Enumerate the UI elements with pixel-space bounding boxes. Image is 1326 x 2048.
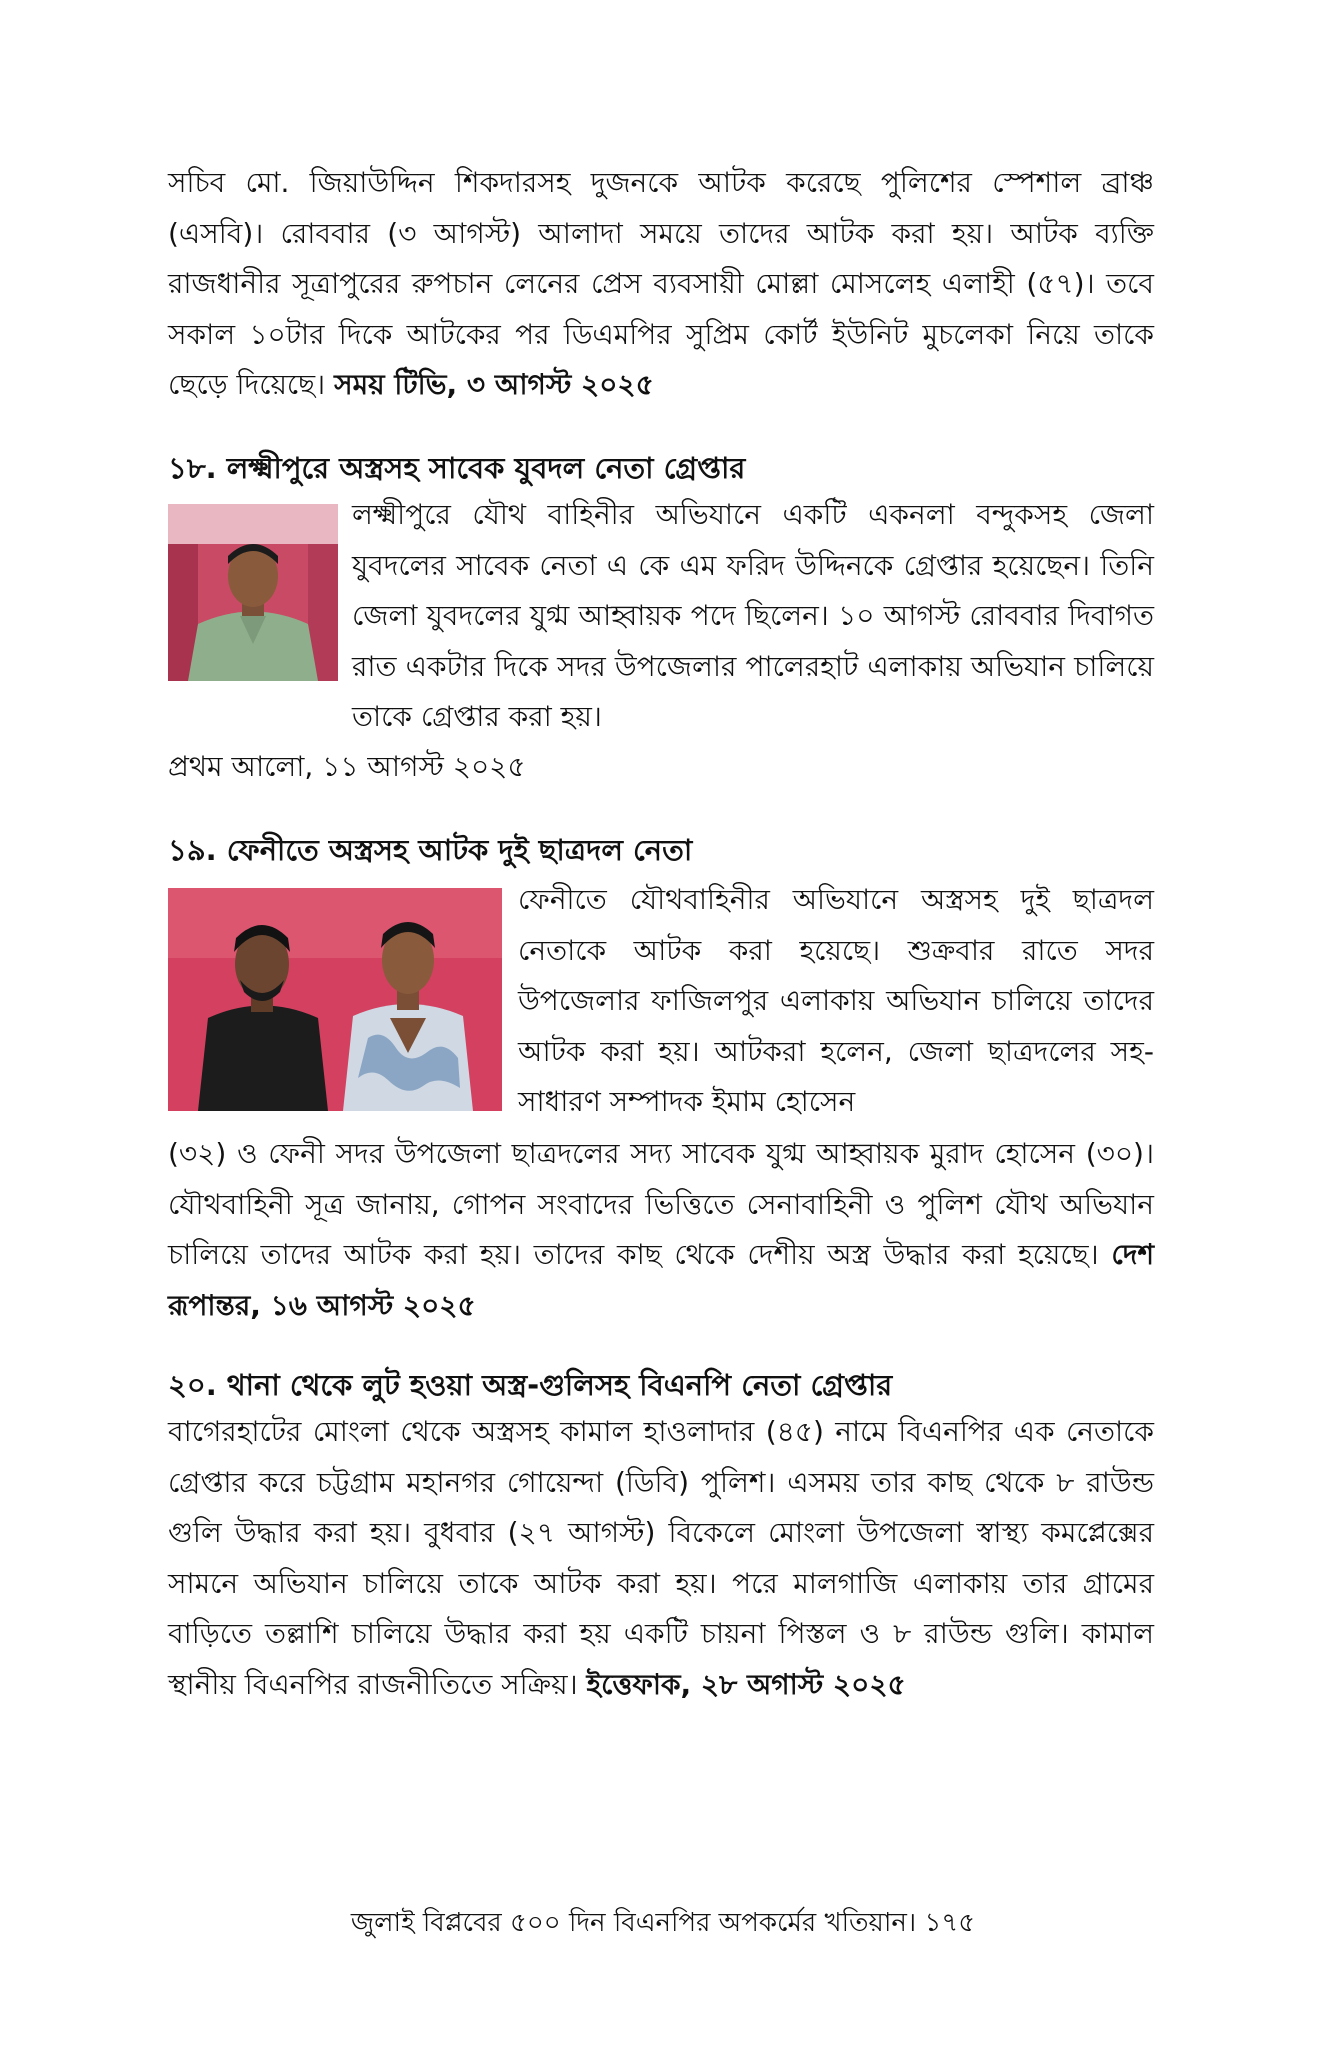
news-item-20: [168, 1363, 1154, 1407]
news-source-19: দেশ রূপান্তর, ১৬ আগস্ট ২০২৫: [168, 1238, 1155, 1322]
photo-item-18: [168, 504, 338, 681]
intro-section: [168, 158, 1154, 411]
portrait-man-image: [168, 504, 338, 681]
news-heading-19: ১৯. ফেনীতে অস্ত্রসহ আটক দুই ছাত্রদল নেতা: [168, 833, 693, 867]
news-body-19-text: (৩২) ও ফেনী সদর উপজেলা ছাত্রদলের সদ্য সাবেক যুগ্ম আহ্বায়ক মুরাদ হোসেন (৩০)। যৌথবাহিনী সূত্র জানায়, গোপন সংবাদের ভিত্তিতে সেনাবাহিনী ও পুলিশ যৌথ অভিযান চালিয়ে তাদের আটক করা হয়। তাদের কাছ থেকে দেশীয় অস্ত্র উদ্ধার করা হয়েছে।: [168, 1137, 1154, 1271]
intro-source: সময় টিভি, ৩ আগস্ট ২০২৫: [334, 368, 654, 401]
intro-paragraph: [168, 158, 1154, 411]
news-body-20-block: [168, 1407, 1154, 1710]
news-body-20: [168, 1407, 1154, 1710]
news-body-18: লক্ষ্মীপুরে যৌথ বাহিনীর অভিযানে একটি একনলা বন্দুকসহ জেলা যুবদলের সাবেক নেতা এ কে এম ফরিদ উদ্দিনকে গ্রেপ্তার হয়েছেন। তিনি জেলা যুবদলের যুগ্ম আহ্বায়ক পদে ছিলেন। ১০ আগস্ট রোববার দিবাগত রাত একটার দিকে সদর উপজেলার পালেরহাট এলাকায় অভিযান চালিয়ে তাকে গ্রেপ্তার করা হয়।: [352, 498, 1154, 733]
news-item-18: [168, 446, 1154, 490]
news-heading-20: ২০. থানা থেকে লুট হওয়া অস্ত্র-গুলিসহ বিএনপি নেতা গ্রেপ্তার: [168, 1368, 893, 1402]
page-footer: জুলাই বিপ্লবের ৫০০ দিন বিএনপির অপকর্মের খতিয়ান। ১৭৫: [350, 1908, 976, 1938]
news-source-18-block: [168, 742, 1154, 793]
intro-text: সচিব মো. জিয়াউদ্দিন শিকদারসহ দুজনকে আটক করেছে পুলিশের স্পেশাল ব্রাঞ্চ (এসবি)। রোববার (৩ আগস্ট) আলাদা সময়ে তাদের আটক করা হয়। আটক ব্যক্তি রাজধানীর সূত্রাপুরের রুপচান লেনের প্রেস ব্যবসায়ী মোল্লা মোসলেহ এলাহী (৫৭)। তবে সকাল ১০টার দিকে আটকের পর ডিএমপির সুপ্রিম কোর্ট ইউনিট মুচলেকা নিয়ে তাকে ছেড়ে দিয়েছে।: [168, 166, 1154, 401]
news-source-20: ইত্তেফাক, ২৮ অগাস্ট ২০২৫: [586, 1667, 906, 1701]
news-source-18: প্রথম আলো, ১১ আগস্ট ২০২৫: [168, 750, 526, 783]
news-body-19-full-block: [168, 1129, 1154, 1331]
news-body-19-side: ফেনীতে যৌথবাহিনীর অভিযানে অস্ত্রসহ দুই ছাত্রদল নেতাকে আটক করা হয়েছে। শুক্রবার রাতে সদর উপজেলার ফাজিলপুর এলাকায় অভিযান চালিয়ে তাদের আটক করা হয়। আটকরা হলেন, জেলা ছাত্রদলের সহ-সাধারণ সম্পাদক ইমাম হোসেন: [518, 883, 1154, 1118]
two-men-image: [168, 888, 502, 1111]
news-heading-18: ১৮. লক্ষ্মীপুরে অস্ত্রসহ সাবেক যুবদল নেতা গ্রেপ্তার: [168, 451, 746, 485]
news-item-19: [168, 828, 1154, 872]
news-body-20-text: বাগেরহাটের মোংলা থেকে অস্ত্রসহ কামাল হাওলাদার (৪৫) নামে বিএনপির এক নেতাকে গ্রেপ্তার করে চট্টগ্রাম মহানগর গোয়েন্দা (ডিবি) পুলিশ। এসময় তার কাছ থেকে ৮ রাউন্ড গুলি উদ্ধার করা হয়। বুধবার (২৭ আগস্ট) বিকেলে মোংলা উপজেলা স্বাস্থ্য কমপ্লেক্সের সামনে অভিযান চালিয়ে তাকে আটক করা হয়। পরে মালগাজি এলাকায় তার গ্রামের বাড়িতে তল্লাশি চালিয়ে উদ্ধার করা হয় একটি চায়না পিস্তল ও ৮ রাউন্ড গুলি। কামাল স্থানীয় বিএনপির রাজনীতিতে সক্রিয়।: [168, 1415, 1154, 1701]
news-body-19-full: [168, 1129, 1154, 1331]
photo-item-19: [168, 888, 502, 1111]
